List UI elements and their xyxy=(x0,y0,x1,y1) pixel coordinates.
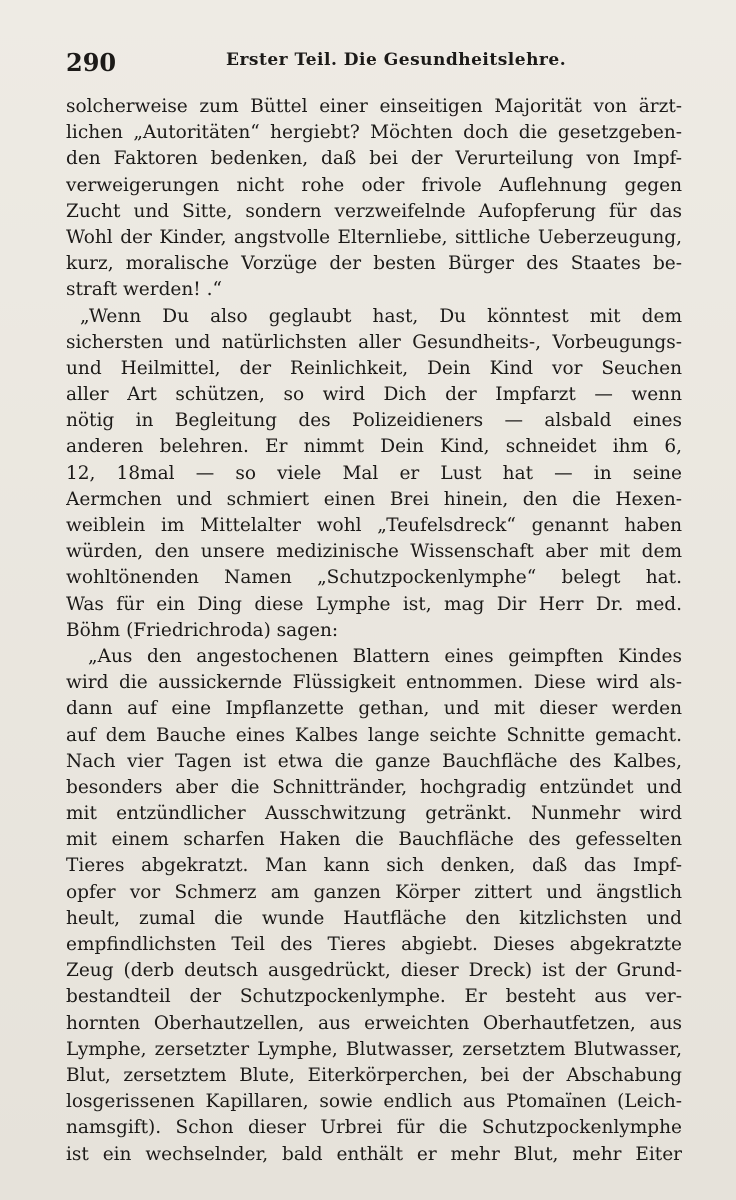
body-text xyxy=(66,94,682,1168)
text-line: und Heilmittel, der Reinlichkeit, Dein Kind vor Seuchen xyxy=(66,357,682,379)
text-line: Tieres abgekratzt. Man kann sich denken, daß das Impf- xyxy=(66,855,682,877)
text-line: straft werden! .“ xyxy=(66,279,222,301)
text-line: namsgift). Schon dieser Urbrei für die Schutzpockenlymphe xyxy=(66,1117,682,1139)
text-line: anderen belehren. Er nimmt Dein Kind, schneidet ihm 6, xyxy=(66,436,682,458)
text-line: opfer vor Schmerz am ganzen Körper zittert und ängstlich xyxy=(66,881,682,903)
text-line: „Wenn Du also geglaubt hast, Du könntest mit dem xyxy=(80,305,682,327)
text-line: auf dem Bauche eines Kalbes lange seichte Schnitte gemacht. xyxy=(66,724,682,746)
text-line: Lymphe, zersetzter Lymphe, Blutwasser, zersetztem Blutwasser, xyxy=(66,1038,682,1060)
text-line: aller Art schützen, so wird Dich der Impfarzt — wenn xyxy=(66,384,682,406)
text-line: Aermchen und schmiert einen Brei hinein, den die Hexen- xyxy=(66,488,682,510)
text-line: empfindlichsten Teil des Tieres abgiebt. Dieses abgekratzte xyxy=(66,934,682,955)
text-line: hornten Oberhautzellen, aus erweichten Oberhautfetzen, aus xyxy=(66,1012,682,1034)
text-line: solcherweise zum Büttel einer einseitigen Majorität von ärzt- xyxy=(66,96,682,117)
page-number: 290 xyxy=(66,48,117,77)
text-line: besonders aber die Schnittränder, hochgradig entzündet und xyxy=(66,776,682,798)
text-line: Zucht und Sitte, sondern verzweifelnde Aufopferung für das xyxy=(66,200,682,222)
text-line: Blut, zersetztem Blute, Eiterkörperchen, bei der Abschabung xyxy=(66,1064,682,1086)
text-line: Nach vier Tagen ist etwa die ganze Bauchfläche des Kalbes, xyxy=(66,750,682,772)
text-line: würden, den unsere medizinische Wissenschaft aber mit dem xyxy=(66,541,682,563)
text-line: kurz, moralische Vorzüge der besten Bürger des Staates be- xyxy=(66,253,682,275)
text-line: ist ein wechselnder, bald enthält er mehr Blut, mehr Eiter xyxy=(66,1143,682,1165)
text-line: Wohl der Kinder, angstvolle Elternliebe, sittliche Ueberzeugung, xyxy=(66,226,682,248)
text-line: wohltönenden Namen „Schutzpockenlymphe“ belegt hat. xyxy=(66,567,682,589)
text-line: Was für ein Ding diese Lymphe ist, mag Dir Herr Dr. med. xyxy=(66,593,682,615)
text-line: heult, zumal die wunde Hautfläche den kitzlichsten und xyxy=(66,907,682,929)
text-line: Zeug (derb deutsch ausgedrückt, dieser Dreck) ist der Grund- xyxy=(66,960,682,982)
text-line: mit einem scharfen Haken die Bauchfläche des gefesselten xyxy=(66,829,682,851)
text-line: weiblein im Mittelalter wohl „Teufelsdreck“ genannt haben xyxy=(66,515,682,536)
text-line: nötig in Begleitung des Polizeidieners — alsbald eines xyxy=(66,410,682,432)
text-line: wird die aussickernde Flüssigkeit entnommen. Diese wird als- xyxy=(66,672,682,694)
page-header xyxy=(66,42,686,78)
text-line: 12, 18mal — so viele Mal er Lust hat — in seine xyxy=(66,462,682,484)
text-line: mit entzündlicher Ausschwitzung getränkt. Nunmehr wird xyxy=(66,803,682,825)
text-line: bestandteil der Schutzpockenlymphe. Er besteht aus ver- xyxy=(66,986,682,1008)
text-line: verweigerungen nicht rohe oder frivole Auflehnung gegen xyxy=(66,174,682,196)
text-line: Böhm (Friedrichroda) sagen: xyxy=(66,619,339,641)
text-line: den Faktoren bedenken, daß bei der Verurteilung von Impf- xyxy=(66,148,682,170)
text-line: dann auf eine Impflanzette gethan, und mit dieser werden xyxy=(66,698,682,720)
text-line: losgerissenen Kapillaren, sowie endlich aus Ptomaïnen (Leich- xyxy=(66,1091,682,1113)
text-line: lichen „Autoritäten“ hergiebt? Möchten doch die gesetzgeben- xyxy=(66,122,682,144)
text-line: sichersten und natürlichsten aller Gesundheits-, Vorbeugungs- xyxy=(66,331,682,353)
text-line: „Aus den angestochenen Blattern eines geimpften Kindes xyxy=(88,645,682,667)
running-head: Erster Teil. Die Gesundheitslehre. xyxy=(226,50,567,70)
